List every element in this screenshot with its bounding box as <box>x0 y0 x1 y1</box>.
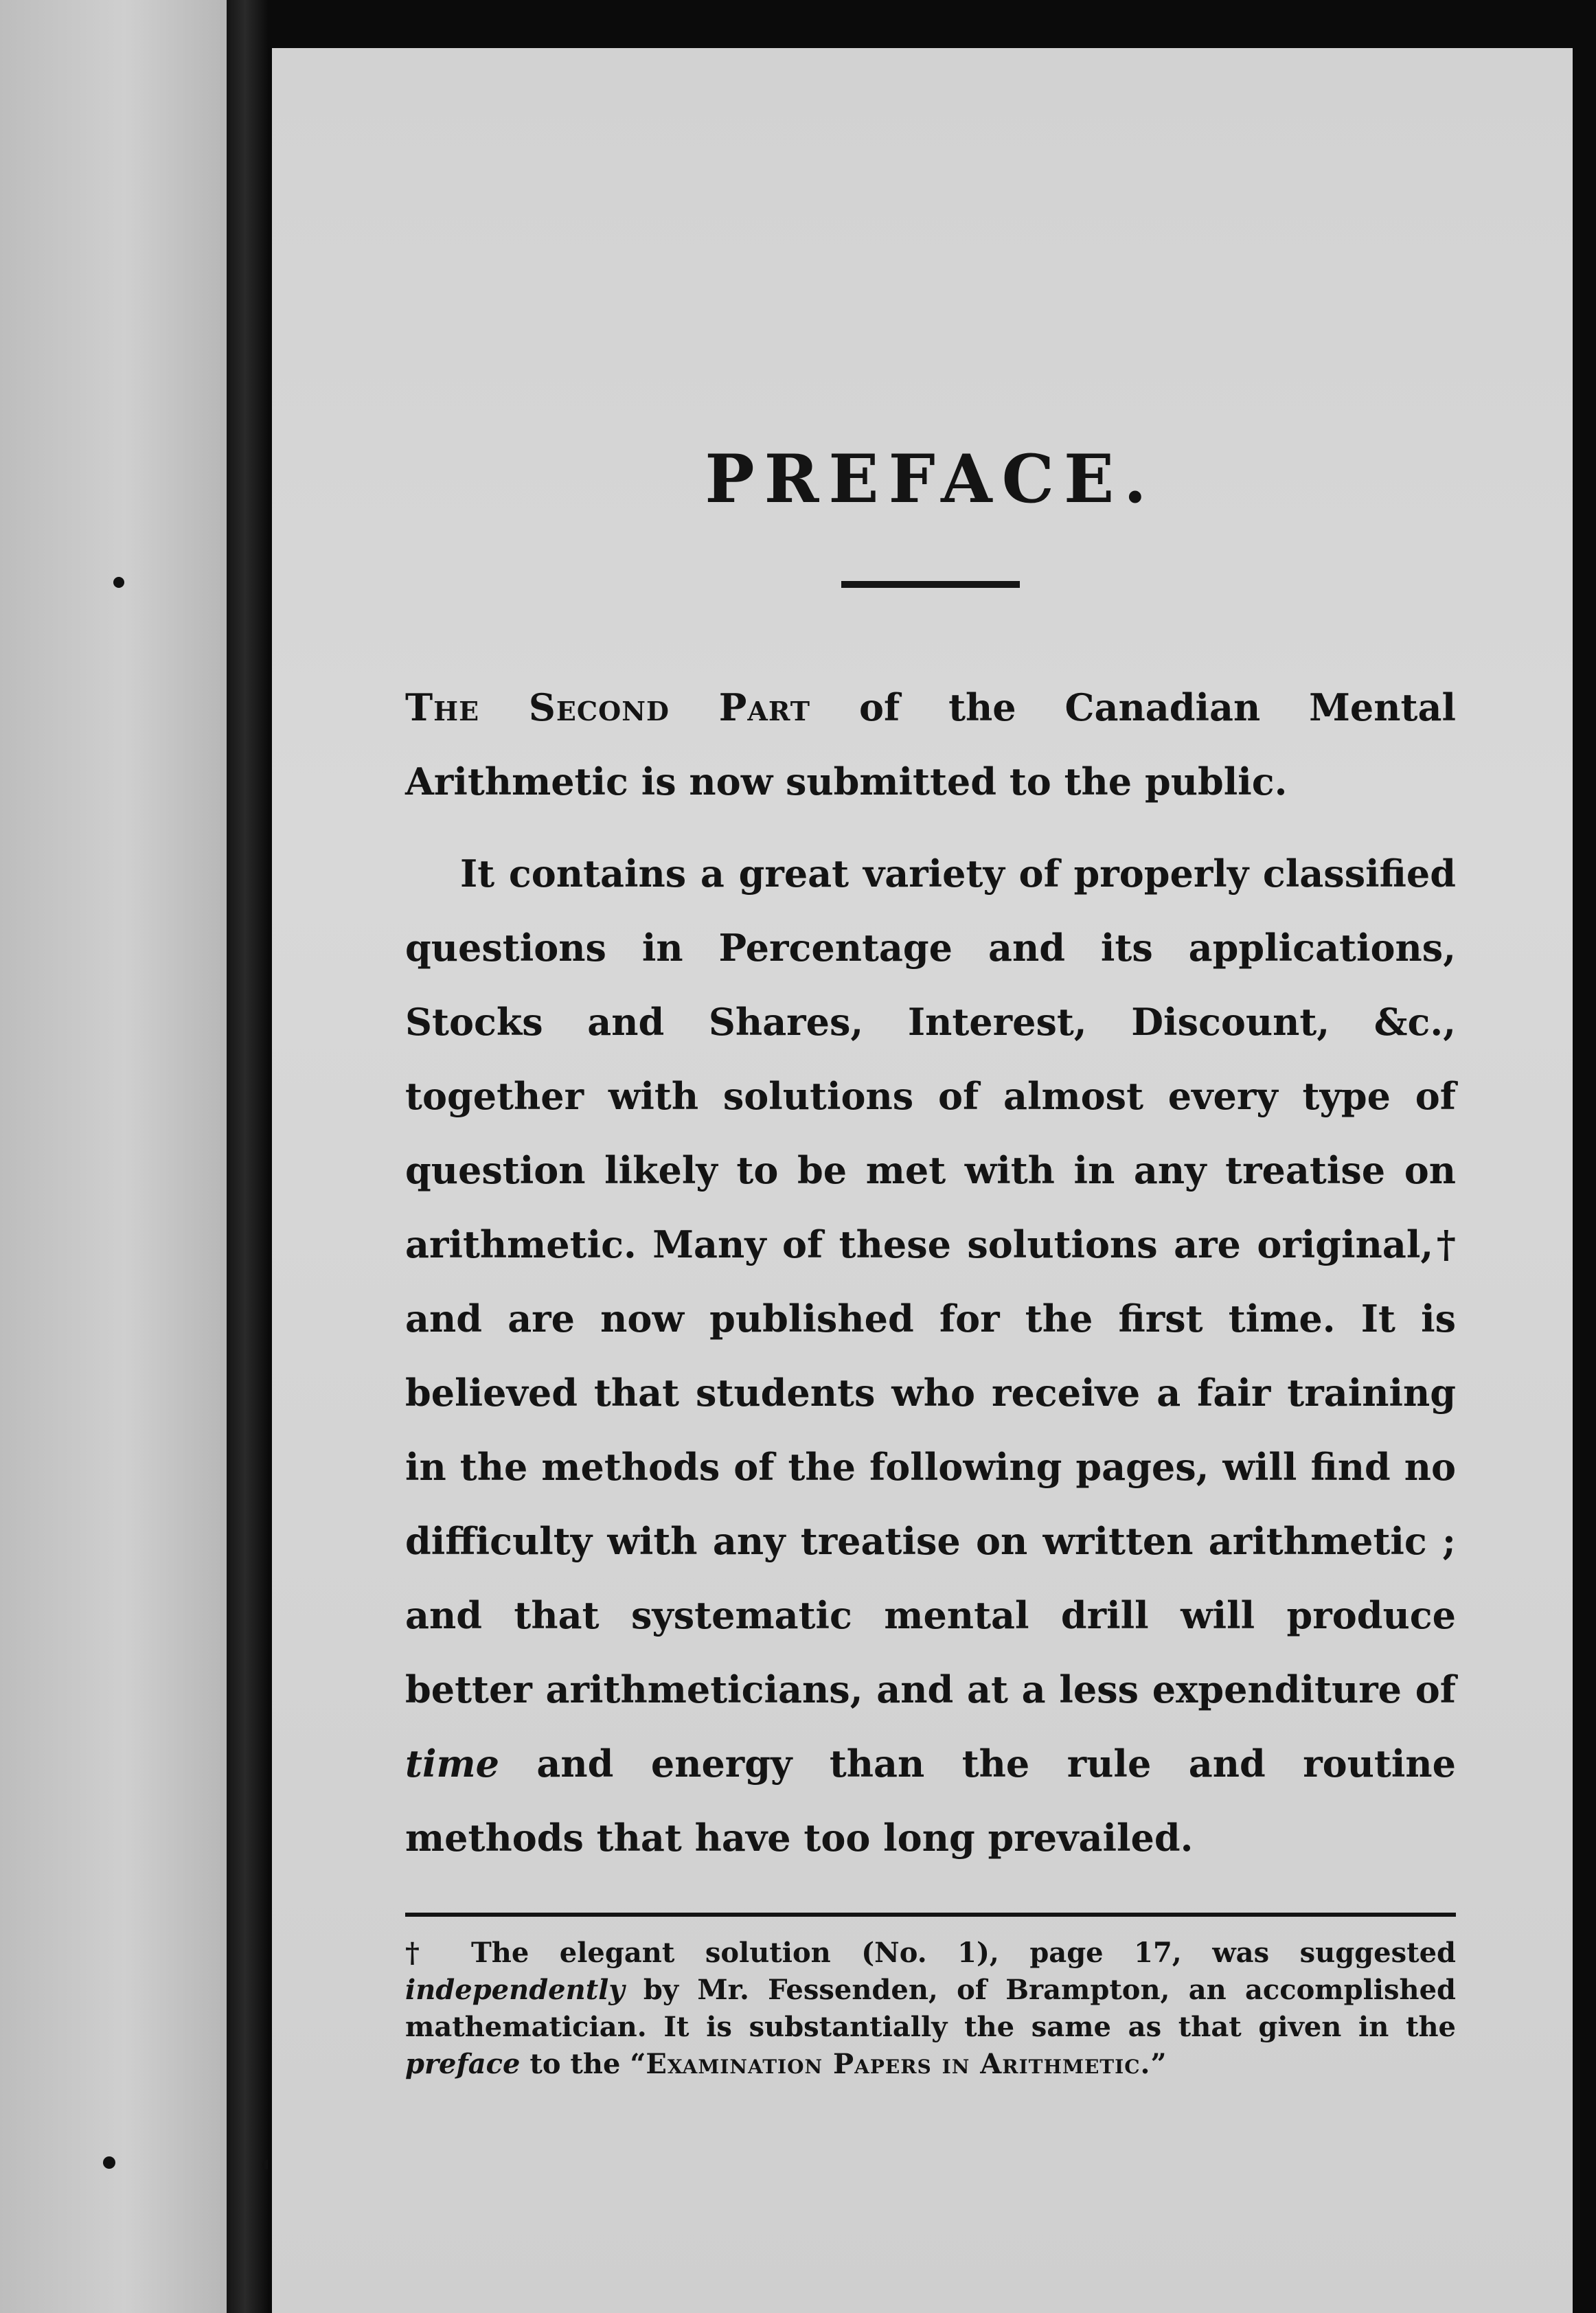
paragraph-2 <box>405 836 1456 1875</box>
left-page-edge <box>0 0 227 2313</box>
book-gutter <box>227 0 268 2313</box>
paragraph-2-italic-word: time <box>405 1742 499 1786</box>
speck-dot-2 <box>103 2156 115 2169</box>
footnote-tail-before-smallcaps: to the “ <box>520 2048 646 2080</box>
footnote-italic-1: independently <box>405 1974 625 2006</box>
footnote <box>405 1935 1456 2083</box>
footnote-smallcaps-title: Examination Papers in Arithmetic. <box>646 2048 1151 2080</box>
footnote-tail-end: ” <box>1150 2048 1167 2080</box>
page-title: PREFACE. <box>705 440 1156 518</box>
footnote-mid: by Mr. Fessenden, of Brampton, an accomplished mathematician. It is substantially the same as that given in the <box>405 1974 1456 2043</box>
footnote-rule <box>405 1913 1456 1917</box>
paragraph-2-text-a: It contains a great variety of properly classified questions in Percentage and its applications, Stocks and Shares, Interest, Discount, &c., together with solutions of almost every type of question likely to be met with in any treatise on arithmetic. Many of these solutions are original,† and are now published for the first time. It is believed that students who receive a fair training in the methods of the following pages, will find no difficulty with any treatise on written arithmetic ; and that systematic mental drill will produce better arithmeticians, and at a less expenditure of <box>405 852 1456 1711</box>
title-rule <box>841 581 1020 588</box>
paragraph-2-text-b: and energy than the rule and routine methods that have too long prevailed. <box>405 1742 1456 1860</box>
paragraph-1-smallcaps-lead: The Second Part <box>405 685 811 729</box>
paragraph-1 <box>405 670 1456 819</box>
footnote-italic-2: preface <box>405 2048 521 2080</box>
page-content <box>405 440 1456 2083</box>
preface-body <box>405 670 1456 1875</box>
footnote-lead: † The elegant solution (No. 1), page 17, was suggested <box>405 1937 1456 1969</box>
speck-dot-1 <box>113 577 124 588</box>
paragraph-1-text: of the Canadian Mental Arithmetic is now submitted to the public. <box>405 685 1456 804</box>
